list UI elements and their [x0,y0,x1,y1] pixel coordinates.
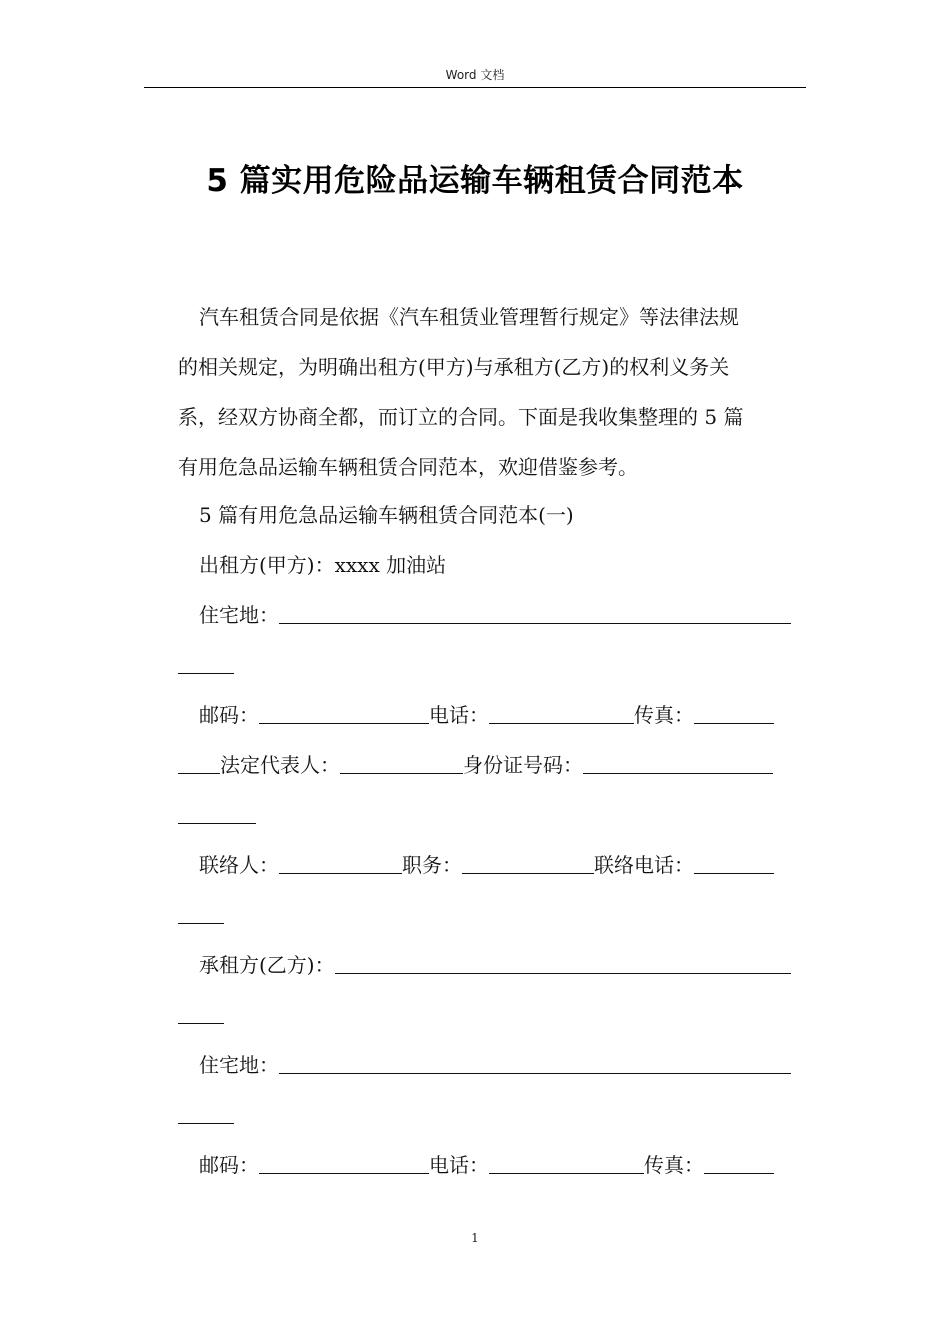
lessor-title-blank [462,853,594,874]
lessee-name-continuation [178,1000,800,1030]
lessor-contact-row [178,700,821,730]
page-number: 1 [471,1231,479,1245]
lessee-address-blank [279,1053,791,1074]
lessee-address-row [178,1050,821,1080]
lessor-contact-label: 联络人： [199,853,279,877]
lessee-label: 承租方(乙方)： [199,953,335,977]
lessor-contact-phone-continuation [178,900,800,930]
lessee-name-blank-2 [178,1003,224,1024]
lessor-fax-label: 传真： [634,703,694,727]
lessee-row [178,950,821,980]
lessor-address-blank [279,603,791,624]
lessor-legal-rep-blank [340,753,463,774]
lessor-address-row [178,600,821,630]
lessor-address-continuation [178,650,800,680]
lessee-name-blank [335,953,791,974]
lessor-postcode-blank [259,703,429,724]
lessor-contact-blank [279,853,402,874]
lessor-legal-rep-label: 法定代表人： [220,753,340,777]
intro-line-4: 有用危急品运输车辆租赁合同范本，欢迎借鉴参考。 [178,455,638,479]
lessor-contact-phone-label: 联络电话： [594,853,694,877]
section-heading: 5 篇有用危急品运输车辆租赁合同范本(一) [199,503,574,527]
intro-line-3: 系，经双方协商全都，而订立的合同。下面是我收集整理的 5 篇 [178,405,744,429]
intro-line-1: 汽车租赁合同是依据《汽车租赁业管理暂行规定》等法律法规 [199,305,739,329]
lessor-contact-phone-blank-2 [178,903,224,924]
lessee-address-blank-2 [178,1103,234,1124]
lessor-id-blank-2 [178,803,256,824]
lessee-postcode-blank [259,1153,429,1174]
lessor-fax-blank [694,703,774,724]
lessee-address-label: 住宅地： [199,1053,279,1077]
lessor-contact-phone-blank [694,853,774,874]
lessor-legal-row [178,750,800,780]
lessee-fax-blank [704,1153,774,1174]
lessee-phone-blank [489,1153,644,1174]
lessor-name: 出租方(甲方)：xxxx 加油站 [199,553,447,577]
lessee-fax-label: 传真： [644,1153,704,1177]
lessor-title-label: 职务： [402,853,462,877]
lessee-phone-label: 电话： [429,1153,489,1177]
lessor-contact-person-row [178,850,821,880]
lessor-id-blank [583,753,773,774]
lessor-address-label: 住宅地： [199,603,279,627]
document-title: 5 篇实用危险品运输车辆租赁合同范本 [206,163,744,199]
lessee-address-continuation [178,1100,800,1130]
lessee-contact-row [178,1150,821,1180]
lessor-address-blank-2 [178,653,234,674]
lessor-phone-label: 电话： [429,703,489,727]
page-header: Word 文档 [445,68,505,82]
lessor-id-continuation [178,800,800,830]
lessor-phone-blank [489,703,634,724]
intro-line-2: 的相关规定，为明确出租方(甲方)与承租方(乙方)的权利义务关 [178,355,730,379]
lessor-postcode-label: 邮码： [199,703,259,727]
lessor-fax-blank-2 [178,753,220,774]
lessee-postcode-label: 邮码： [199,1153,259,1177]
header-rule [144,87,806,88]
lessor-id-label: 身份证号码： [463,753,583,777]
